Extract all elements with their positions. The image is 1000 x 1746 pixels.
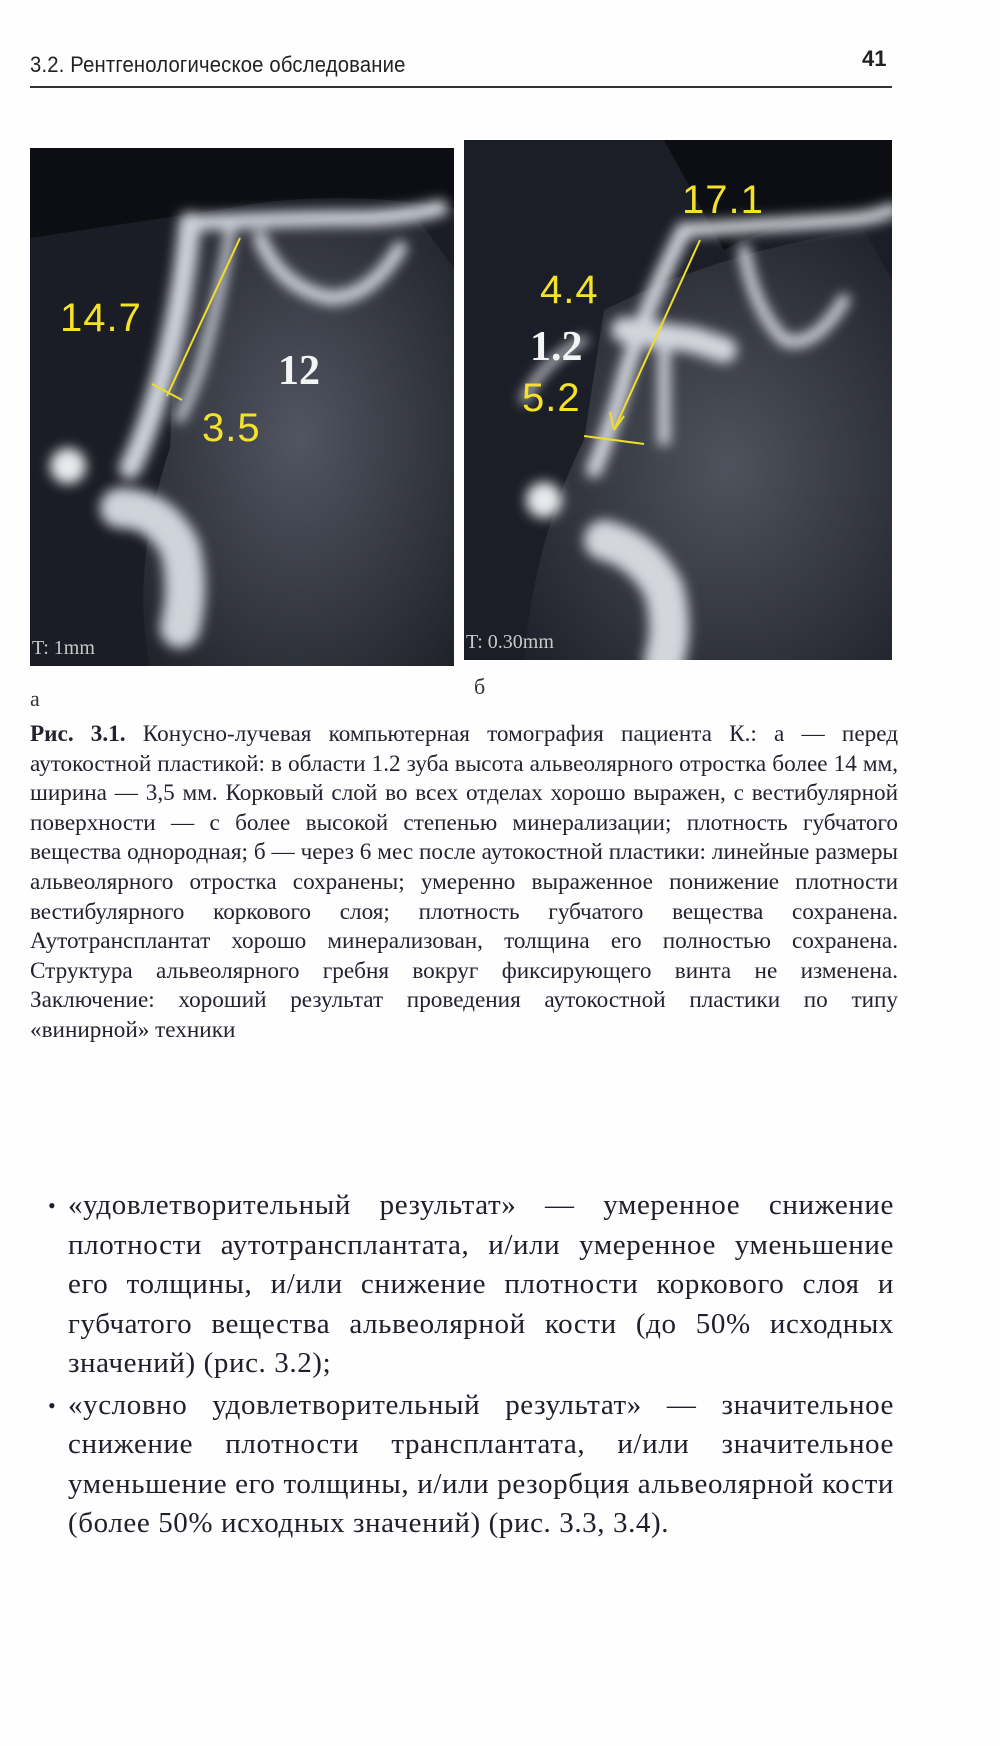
measure-label-top: 4.4 [540, 268, 599, 312]
bullet-marker: • [48, 1392, 57, 1418]
bullet-marker: • [48, 1193, 57, 1218]
measure-label-width: 5.2 [522, 376, 581, 420]
caption-text: Конусно-лучевая компьютерная томография пациента К.: а — перед аутокостной пластикой: в области 1.2 зуба высота альвеолярного отростка более 14 мм, ширина — 3,5 мм. Корковый слой во всех отделах хорошо выражен, с вестибулярной поверхности — с более высокой степенью минерализации; плотность губчатого вещества однородная; б — через 6 мес после аутокостной пластики: линейные размеры альвеолярного отростка сохранены; умеренно выраженное понижение плотности вестибулярного коркового слоя; плотность губчатого вещества сохранена. Аутотрансплантат хорошо минерализован, толщина его полностью сохранена. Структура альвеолярного гребня вокруг фиксирующего винта не изменена. Заключение: хороший результат проведения аутокостной пластики по типу «винирной» техники [30, 721, 898, 1043]
panel-label-a: а [30, 686, 40, 711]
bullet-list [48, 1186, 894, 1546]
measure-label-height: 14.7 [60, 296, 142, 340]
list-item-text: «удовлетворительный результат» — умеренное снижение плотности аутотрансплантата, и/или умеренное уменьшение его толщины, и/или снижение плотности коркового слоя и губчатого вещества альвеолярной кости (до 50% исходных значений) (рис. 3.2); [68, 1189, 894, 1379]
slice-thickness-label: T: 0.30mm [466, 631, 554, 653]
running-header: 3.2. Рентгенологическое обследование [30, 52, 406, 77]
caption-label: Рис. 3.1. [30, 721, 126, 747]
list-item [48, 1386, 894, 1544]
ct-image-a [30, 148, 454, 666]
header-rule [30, 86, 892, 88]
measure-label-width: 3.5 [202, 406, 261, 450]
panel-label-b: б [474, 674, 486, 699]
tooth-number-label: 12 [278, 348, 320, 394]
list-item-text: «условно удовлетворительный результат» — значительное снижение плотности трансплантата, и/или значительное уменьшение его толщины, и/или резорбция альвеолярной кости (более 50% исходных значений) (рис. 3.3, 3.4). [68, 1388, 894, 1539]
measure-label-height: 17.1 [682, 178, 764, 222]
list-item [48, 1186, 894, 1384]
slice-thickness-label: T: 1mm [32, 637, 95, 659]
figure-caption [30, 720, 898, 1046]
page-number: 41 [862, 46, 887, 71]
ct-image-b [464, 140, 892, 660]
tooth-number-label: 1.2 [530, 324, 583, 370]
